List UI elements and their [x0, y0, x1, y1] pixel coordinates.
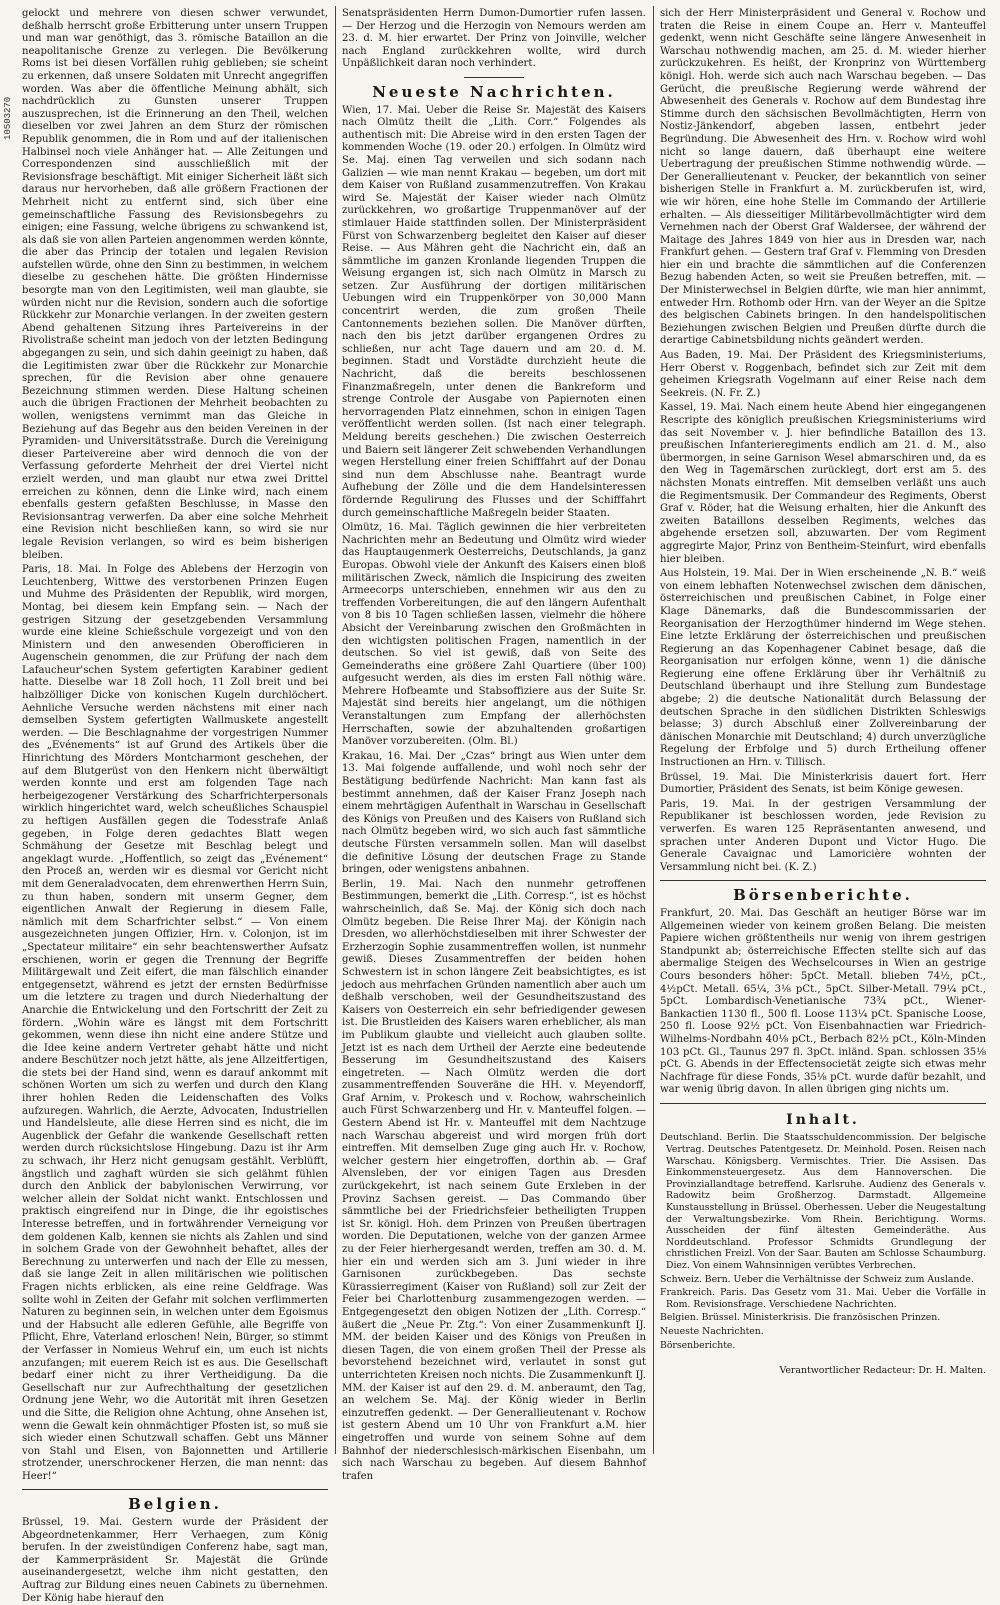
section-rule [660, 1103, 986, 1104]
column-1 [22, 8, 328, 1604]
toc-heading: Inhalt. [786, 1111, 860, 1128]
editor-credit: Verantwortlicher Redacteur: Dr. H. Malten. [779, 1365, 986, 1377]
section-rule [22, 1489, 328, 1490]
column-rule-2 [653, 6, 654, 1454]
article-wien-17-mai: Wien, 17. Mai. Ueber die Reise Sr. Majestät des Kaisers nach Olmütz theilt die „Lith. Corr.“ Folgendes als authentisch mit: Die Abreise wird in den ersten Tagen der kommenden Woche (19. oder 20.) erfolgen. In Olmütz wird Se. Maj. einen Tag verweilen und sich sodann nach Galizien — wie man nennt Krakau — begeben, um dort mit dem Kaiser von Rußland zusammenzutreffen. Von Krakau wird Se. Majestät der Kaiser wieder nach Olmütz zurückkehren, wo großartige Truppenmanöver auf der stimlauer Haide stattfinden sollen. Der Ministerpräsident Fürst von Schwarzenberg begleitet den Kaiser auf dieser Reise. — Aus Mähren geht die Nachricht ein, daß an sämmtliche im ganzen Kronlande liegenden Truppen die Weisung ergangen ist, sich nach Olmütz in Marsch zu setzen. Zur Ausführung der dortigen militärischen Uebungen wird ein Truppenkörper von 30,000 Mann concentrirt werden, die zum großen Theile Cantonnements beziehen sollen. Die Manöver dürften, nach den bis jetzt darüber ergangenen Ordres zu schließen, nur acht Tage dauern und am 20. d. M. beginnen. Stadt und Vorstädte durchzieht heute die Nachricht, daß die bereits beschlossenen Finanzmaßregeln, unter denen die Bankreform und strenge Controle der Ausgabe von Papiernoten einen hervorragenden Platz einnehmen, schon in einigen Tagen veröffentlicht werden sollen. (Ist nach einer telegraph. Meldung bereits geschehen.) Die zwischen Oesterreich und Baiern seit längerer Zeit schwebenden Verhandlungen wegen Herstellung einer freien Schifffahrt auf der Donau sind nun dem Abschlusse nahe. Beantragt wurde Aufhebung der Zölle und die dem Handelsinteressen fördernde Regulirung des Flusses und der Schifffahrt durch gemeinschaftliche Maßregeln beider Staaten. [342, 104, 646, 519]
section-heading-boersenberichte: Börsenberichte. [733, 886, 913, 905]
toc-entry-boersenberichte: Börsenberichte. [660, 1339, 736, 1351]
article-kassel-19-mai: Kassel, 19. Mai. Nach einem heute Abend hier eingegangenen Rescripte des königlich preußischen Kriegsministeriums wird das seit November v. J. hier befindliche Bataillon des 13. preußischen Infanterieregiments endlich am 21. d. M., also übermorgen, in seine Garnison Wesel abmarschiren und, da es den Weg in Tagemärschen zurücklegt, dort erst am 5. des nächsten Monats eintreffen. Mit demselben verläßt uns auch die Regimentsmusik. Der Commandeur des Regiments, Oberst Graf v. Röder, hat die Weisung erhalten, hier die Ankunft des zweiten Bataillons desselben Regiments, welches das abgehende ersetzen soll, abzuwarten. Der vom Regiment aggregirte Major, Prinz von Bentheim-Steinfurt, wird ebenfalls hier bleiben. [660, 402, 986, 565]
article-holstein-19-mai: Aus Holstein, 19. Mai. Der in Wien erscheinende „N. B.“ weiß von einem lebhaften Notenwechsel zwischen dem dänischen, österreichischen und preußischen Cabinet, in Folge einer Klage Dänemarks, daß die Bundescommissarien der Reorganisation der Herzogthümer hindernd im Wege stehen. Eine letzte Erklärung der österreichischen und preußischen Regierung an das Kopenhagener Cabinet besage, daß die Reorganisation nur erfolgen könne, wenn 1) die dänische Regierung eine offene Erklärung über ihr Verhältniß zu Deutschland überhaupt und ihre Stellung zum Bundestage abgebe; 2) die deutsche Nationalität durch Belassung der deutschen Sprache in den südlichen Distrikten Schleswigs belasse; 3) durch Abschluß einer Zollvereinbarung der dänischen Monarchie mit Deutschland; 4) durch unverzügliche Regelung der Erbfolge und 5) durch Ertheilung offener Instructionen an Hrn. v. Tillisch. [660, 568, 986, 769]
article-olmuetz-16-mai: Olmütz, 16. Mai. Täglich gewinnen die hier verbreiteten Nachrichten mehr an Bedeutung und Olmütz wird wieder das Hauptaugenmerk Oesterreichs, Deutschlands, ja ganz Europas. Obwohl viele der Ankunft des Kaisers einen bloß militärischen Zweck, nämlich die Inspicirung des zweiten Armeecorps unterschieben, ennehmen wir aus den zu treffenden Vorbereitungen, die auf den längern Aufenthalt von 8 bis 10 Tagen schließen lassen, vielmehr die höhere Absicht der Vereinbarung zwischen den Großmächten in den wichtigsten politischen Fragen, namentlich in der deutschen. So viel ist gewiß, daß von Seite des Gemeinderaths eine größere Zahl Quartiere (über 100) aufgesucht werden, als dies im ersten Fall nöthig wäre. Mehrere Hofbeamte und Stabsoffiziere aus der Suite Sr. Majestät sind bereits hier angelangt, um die nöthigen Veranstaltungen zum Empfang der allerhöchsten Herrschaften, sowie der abzuhaltenden großartigen Manöver vorzubereiten. (Olm. Bl.) [342, 522, 646, 748]
article-baden-19-mai: Aus Baden, 19. Mai. Der Präsident des Kriegsministeriums, Herr Oberst v. Roggenbach, befindet sich zur Zeit mit dem geheimen Kriegsrath Vogelmann auf einer Reise nach dem Seekreis. (N. Fr. Z.) [660, 350, 986, 399]
toc-entry-belgien: Belgien. Brüssel. Ministerkrisis. Die französischen Prinzen. [660, 1312, 941, 1324]
article-rome-revision: gelockt und mehrere von diesen schwer verwundet, deßhalb herrscht große Erbitterung unter unsern Truppen und man war genöthigt, das 3. römische Bataillon an die neapolitanische Grenze zu verlegen. Die Bevölkerung Roms ist bei diesen Vorfällen ruhig geblieben; sie scheint zu erkennen, daß unsere Soldaten mit Unrecht angegriffen worden. Was aber die öffentliche Meinung abhält, sich nachdrücklich zu Gunsten unserer Truppen auszusprechen, ist die Erinnerung an den Theil, welchen dieselben vor zwei Jahren an dem Sturz der römischen Republik genommen, die in Rom und auf der italienischen Halbinsel noch viele Anhänger hat. — Alle Zeitungen und Correspondenzen sind ausschließlich mit der Revisionsfrage beschäftigt. Mit einiger Sicherheit läßt sich daraus nur hervorheben, daß alle größern Fractionen der Mehrheit nicht zu entfernt sind, sich über eine gemeinschaftliche Fassung des Revisionsbegehrs zu einigen; eine Fassung, welche übrigens zu schwankend ist, als daß sie von allen Parteien angenommen werden könnte, die aber das Princip der totalen und legalen Revision aufstellen würde, ohne den Sinn zu bestimmen, in welchem dieselbe zu geschehen hätte. Die größten Hindernisse besorgte man von den Legitimisten, weil man glaubte, sie würden nicht nur die Revision, sondern auch die sofortige Rückkehr zur Monarchie verlangen. In der zweiten gestern Abend gehaltenen Sitzung ihres Parteivereins in der Rivolistraße scheint man jedoch von der letzten Bedingung abgegangen zu sein, und sich dahin geeinigt zu haben, daß die Legitimisten zwar über die Rückkehr zur Monarchie sprechen, für die Revision aber ohne genauere Bezeichnung stimmen werden. Diese Haltung scheinen auch die übrigen Fractionen der Mehrheit beobachten zu wollen, wenigstens vernimmt man das Gleiche in Beziehung auf das Begehr aus den beiden Vereinen in der Pyramiden- und Universitätsstraße. Durch die Vereinigung dieser Parteivereine aber wird dennoch die von der Verfassung geforderte Mehrheit der drei Viertel nicht erzielt werden, und man glaubt nur etwa zwei Drittel erreichen zu können, denn die Linke wird, nach einem ebenfalls gestern gefaßten Beschlusse, in Masse den Revisionsantrag verwerfen. Da aber eine solche Mehrheit eine Revision nicht beschließen kann, so wird sie nur legale Revision verlangen, so wird es beim bisherigen bleiben. [22, 8, 328, 561]
page-id: 10503270 [3, 96, 13, 140]
column-rule-1 [335, 6, 336, 1454]
toc-entry-deutschland: Deutschland. Berlin. Die Staatsschuldencommission. Der belgische Vertrag. Deutsches Patentgesetz. Dr. Meinhold. Posen. Reisen nach Warschau. Königsberg. Vermischtes. Trier. Die Assisen. Das Einkommensteuergesetz. Aus dem Hannoverschen. Die Provinziallandtage betreffend. Karlsruhe. Audienz des Generals v. Radowitz beim Großherzog. Darmstadt. Allgemeine Kunstausstellung in Brüssel. Oberhessen. Ueber die Neugestaltung der Verwaltungsbezirke. Vom Rhein. Berichtigung. Worms. Ausscheiden der fünf ältesten Gemeinderäthe. Aus Norddeutschland. Professor Schmidts Grundlegung der christlichen Freizl. Von der Saar. Bauten am Schlosse Schaumburg. Diez. Von einem Wahnsinnigen verübtes Verbrechen. [660, 1132, 986, 1271]
article-bruessel-ministerkrisis: Brüssel, 19. Mai. Die Ministerkrisis dauert fort. Herr Dumortier, Präsident des Senats, ist beim Könige gewesen. [660, 771, 986, 796]
article-paris-19-mai: Paris, 19. Mai. In der gestrigen Versammlung der Republikaner ist beschlossen worden, jede Revision zu verwerfen. Es waren 125 Repräsentanten anwesend, und sprachen unter Anderen Dupont und Victor Hugo. Die Generale Cavaignac und Lamoricière wohnten der Versammlung nicht bei. (K. Z.) [660, 798, 986, 873]
article-paris-18-mai: Paris, 18. Mai. In Folge des Ablebens der Herzogin von Leuchtenberg, Wittwe des verstorbenen Prinzen Eugen und Muhme des Präsidenten der Republik, wird morgen, Montag, bei diesem kein Empfang sein. — Nach der gestrigen Sitzung der gesetzgebenden Versammlung wurde eine kleine Schießschule vorgezeigt und von den Ministern und den anwesenden Oberofficieren in Augenschein genommen, die zur Prüfung der nach dem Lafaucheur'schen System gefertigten Karabiner gedient hatte. Dieselbe war 18 Zoll hoch, 11 Zoll breit und bei halbzölliger Dicke von konischen Kugeln durchlöchert. Aehnliche Versuche werden nächstens mit einer nach demselben System gefertigten Wallmuskete angestellt werden. — Die Beschlagnahme der vorgestrigen Nummer des „Evénements“ ist auf Grund des Artikels über die Hinrichtung des Mörders Montcharmont geschehen, der auf dem Blutgerüst von den Henkern nicht überwältigt werden konnte und erst am folgenden Tage nach herbeigezogener Verstärkung des Scharfrichterpersonals wirklich hingerichtet ward, welch scheußliches Schauspiel zu heftigen Ausfällen gegen die Todesstrafe Anlaß gegeben, in Folge deren gedachtes Blatt wegen Schmähung der Gesetze mit Beschlag belegt und angeklagt wurde. „Hoffentlich, so zeigt das „Evénement“ den Proceß an, werden wir es diesmal vor Gericht nicht mit dem Generaladvocaten, dem ehrenwerthen Herrn Suin, zu thun haben, sondern mit unserm Gegner, dem eigentlichen Anwalt der Regierung in diesem Falle, nämlich mit dem Scharfrichter selbst.“ — Von einem ausgezeichneten jungen Offizier, Hrn. v. Colonjon, ist im „Spectateur militaire“ ein sehr beachtenswerther Aufsatz erschienen, worin er gegen die Trennung der Begriffe Militärgewalt und Zeit eifert, die man fälschlich einander entgegensetzt, während es jetzt der ernsten Bedürfnisse um die letztere zu tragen und durch Niederhaltung der Anarchie die Entwickelung und den Fortschritt der Zeit zu fördern. „Wohin wäre es längst mit dem Fortschritt gekommen, wenn diese ihn nicht eine andere Stütze und die Idee keine andern Vertreter gehabt hätte und nicht andere Beschützer noch jetzt hätte, als jene Allzeitfertigen, die stets bei der Hand sind, wenn es darauf ankommt mit schönen Worten um sich zu werfen und durch den Klang ihrer hohlen Reden die Leidenschaften des Volks aufzuregen. Wahrlich, die Aerzte, Advocaten, Industriellen und Handelsleute, alle diese Herren sind es nicht, die im Augenblick der Gefahr die wankende Gesellschaft retten werden durch rücksichtslose Hingebung. Dazu ist ihr Arm zu schwach, ihr Herz nicht genugsam gestählt. Verblüfft, ängstlich und zaghaft würden sie sich gelähmt fühlen durch den Anblick der babylonischen Verwirrung, vor welcher allein der Soldat nicht wankt. Entschlossen und praktisch eingreifend nur in Dinge, die ihr egoistisches Interesse betreffen, und in fortwährender Verneigung vor dem goldenen Kalb, kennen sie nichts als Zahlen und sind in solchem Grade von der Gewohnheit behaftet, alles der Berechnung zu unterwerfen und nach der Elle zu messen, daß sie lange Zeit in allen militärischen wie politischen Fragen nichts erblicken, als eine reine Geldfrage. Was sollte wohl in Zeiten der Gefahr mit solchen verflimmerten Naturen zu beginnen sein, in welchen unter dem Egoismus und der Habsucht alle edleren Gefühle, alle Begriffe von Pflicht, Ehre, Vaterland erloschen! Nein, Bürger, so stimmt der Verfasser in Nomieus Wehruf ein, um euch ist nichts anzufangen; mit euerem Reich ist es aus. Die Gesellschaft bedarf einer nicht zu ihrer Vertheidigung. Da die Gesellschaft nur zur Aufrechthaltung der gesetzlichen Ordnung jene Wehr, wo die Autorität mit ihren Gesetzen und die Sitte, die Religion ohne Achtung, ohne Ansehen ist, wenn die Gewalt kein ohnmächtiger Pfosten ist, so muß sie sich wieder einen Schutzwall schaffen. Gebt uns Männer von Stahl und Eisen, von Bajonnetten und Artillerie strotzender, unerschrockener Herzen, die man nennt: das Heer!“ [22, 564, 328, 1482]
column-3 [660, 8, 986, 1454]
article-berlin-19-mai: Berlin, 19. Mai. Nach den nunmehr getroffenen Bestimmungen, bemerkt die „Lith. Corresp.“, ist es höchst wahrscheinlich, daß Se. Maj. der König sich doch nach Olmütz begeben. Die Reise Ihrer Maj. der Königin nach Dresden, wo allerhöchstdieselben mit ihrer Schwester der Erzherzogin Sophie zusammentreffen wollen, ist nunmehr gewiß. Dieses Zusammentreffen der beiden hohen Schwestern ist in schon längere Zeit beabsichtigtes, es ist jedoch aus mehrfachen Gründen namentlich aber auch um deßhalb verschoben, weil der Gesundheitszustand des Kaisers von Oesterreich ein sehr befriedigender gewesen ist. Die Brustleiden des Kaisers waren erheblicher, als man im Publikum glaubte und vielleicht auch glauben sollte. Jetzt ist es nach dem Urtheil der Aerzte eine bedeutende Besserung im Gesundheitszustand des Kaisers eingetreten. — Nach Olmütz werden die dort zusammentreffenden Souveräne die HH. v. Meyendorff, Graf Arnim, v. Prokesch und v. Rochow, wahrscheinlich auch Fürst Schwarzenberg und Hr. v. Manteuffel folgen. — Gestern Abend ist Hr. v. Manteuffel mit dem Nachtzuge nach Warschau abgereist und wird morgen früh dort eintreffen. Mit demselben Zuge ging auch Hr. v. Rochow, welcher gestern hier eingetroffen, dorthin ab. — Graf Alvensleben, der vor einigen Tagen aus Dresden zurückgekehrt, ist nach seinem Gute Erxleben in der Provinz Sachsen gereist. — Das Commando über sämmtliche bei der Friedrichsfeier betheiligten Truppen ist Sr. königl. Hoh. dem Prinzen von Preußen übertragen worden. Die Deputationen, welche von der ganzen Armee zu der Feier hierhergesandt werden, treffen am 30. d. M. hier ein und werden sich am 3. Juni wieder in ihre Garnisonen zurückbegeben. Das sechste Kürassierregiment (Kaiser von Rußland) soll zur Zeit der Feier bei Charlottenburg zusammengezogen werden. — Entgegengesetzt den obigen Notizen der „Lith. Corresp.“ äußert die „Neue Pr. Ztg.“: Von einer Zusammenkunft IJ. MM. der beiden Kaiser und des Königs von Preußen in diesen Tagen, die von einem großen Theil der Presse als bevorstehend bezeichnet wird, verlautet in sonst gut unterrichteten Kreisen noch nichts. Die Zusammenkunft IJ. MM. der Kaiser ist auf den 29. d. M. anberaumt, den Tag, an welchem Se. Maj. der König wieder in Berlin einzutreffen gedenkt. — Der Generallieutenant v. Rochow ist gestern Abend um 10 Uhr von Frankfurt a.M. hier eingetroffen und wurde von seinem Sohne auf dem Bahnhof der niederschlesisch-märkischen Eisenbahn, um sich nach Warschau zu begeben. Auf diesem Bahnhof trafen [342, 878, 646, 1482]
article-krakau-16-mai: Krakau, 16. Mai. Der „Czas“ bringt aus Wien unter dem 13. Mai folgende auffallende, und wohl noch sehr der Bestätigung bedürfende Nachricht: Man kann fast als bestimmt annehmen, daß der Kaiser Franz Joseph nach einem mehrtägigen Aufenthalt in Warschau in Gesellschaft des Königs von Preußen und des Kaisers von Rußland sich nach Olmütz begeben wird, wo sich auch fast sämmtliche deutsche Fürsten versammeln sollen. Man will daselbst die definitive Lösung der deutschen Frage zu Stande bringen, oder wenigstens anbahnen. [342, 750, 646, 876]
article-bruessel-19-mai: Brüssel, 19. Mai. Gestern wurde der Präsident der Abgeordnetenkammer, Herr Verhaegen, zum König berufen. In der zweistündigen Conferenz habe, sagt man, der Kammerpräsident Sr. Majestät die Gründe auseinandergesetzt, welche ihm nicht gestatten, den Auftrag zur Bildung eines neuen Cabinets zu übernehmen. Der König habe hierauf den [22, 1517, 328, 1604]
toc-entry-schweiz: Schweiz. Bern. Ueber die Verhältnisse der Schweiz zum Auslande. [660, 1273, 974, 1285]
toc-entry-neueste-nachrichten: Neueste Nachrichten. [660, 1325, 764, 1337]
divider [464, 77, 524, 78]
article-berlin-continued: sich der Herr Ministerpräsident und General v. Rochow und traten die Reise in einem Coupe an. Herr v. Manteuffel gedenkt, wenn nicht Geschäfte seine längere Anwesenheit in Warschau nothwendig machen, am 25. d. M. wieder hierher zurückzukehren. Es heißt, der Kronprinz von Württemberg königl. Hoh. werde sich auch nach Warschau begeben. — Das Gerücht, die preußische Regierung werde während der Abwesenheit des Generals v. Rochow auf dem Bundestag ihre Stimme durch den sächsischen Bevollmächtigten, Herrn von Nostiz-Jänkendorf, abgeben lassen, entbehrt jeder Begründung. Die Abwesenheit des Hrn. v. Rochow wird wohl nicht so lange dauern, daß überhaupt eine weitere Uebertragung der preußischen Stimme nothwendig würde. — Der Generallieutenant v. Peucker, der bekanntlich von seiner bisherigen Stelle in Frankfurt a. M. zurückberufen ist, wird, wie wir hören, eine hohe Stelle im Commando der Artillerie erhalten. — Als diesseitiger Militärbevollmächtigter wird dem Vernehmen nach der Oberst Graf Waldersee, der während der Maitage des Jahres 1849 von hier aus in Dresden war, nach Frankfurt gehen. — Gestern traf Graf v. Flemming von Dresden hier ein und brachte die sämmtlichen auf die Conferenzen Bezug habenden Acten, so weit sie Preußen betreffen, mit. — Der Ministerwechsel in Belgien dürfte, wie man hier annimmt, entweder Hrn. Rothomb oder Hrn. van der Weyer an die Spitze des belgischen Cabinets bringen. In den handelspolitischen Beziehungen zwischen Belgien und Preußen dürfte durch die derartige Cabinetsbildung nichts geändert werden. [660, 8, 986, 347]
article-frankfurt-boerse: Frankfurt, 20. Mai. Das Geschäft an heutiger Börse war im Allgemeinen wieder von keinem großen Belang. Die meisten Papiere wichen größtentheils nur wenig von ihrem gestrigen Standpunkt ab; österreichische Effecten stellte sich auf das abermalige Steigen des Wechselcourses in Wien an gestrige Cours besonders höher: 5pCt. Metall. blieben 74½, pCt., 4½pCt. Metall. 65¼, 3⅛ pCt., 5pCt. Silber-Metall. 79¼ pCt., 5pCt. Lombardisch-Venetianische 73¾ pCt., Wiener-Bankactien 1130 fl., 500 fl. Loose 113¼ pCt. Spanische Loose, 250 fl. Loose 92½ pCt. Von Eisenbahnactien war Friedrich-Wilhelms-Nordbahn 40⅛ pCt., Berbach 82½ pCt., Köln-Minden 103 pCt. Gl., Taunus 297 fl. 3pCt. inländ. Span. schlossen 35⅛ pCt. G. Abends in der Effectensocietät zeigte sich etwas mehr Nachfrage für diese Fonds, 35⅛ pCt. wurde dafür bezahlt, und war wenig übrig davon. In allen übrigen ging nichts um. [660, 907, 986, 1096]
section-heading-neueste-nachrichten: Neueste Nachrichten. [372, 82, 616, 101]
table-of-contents [660, 1132, 986, 1351]
column-2 [342, 8, 646, 1482]
section-heading-belgien: Belgien. [128, 1495, 222, 1514]
toc-entry-frankreich: Frankreich. Paris. Das Gesetz vom 31. Mai. Ueber die Vorfälle in Rom. Revisionsfrage. Verschiedene Nachrichten. [660, 1287, 986, 1310]
section-rule [660, 880, 986, 881]
article-bruessel-continued: Senatspräsidenten Herrn Dumon-Dumortier rufen lassen. — Der Herzog und die Herzogin von Nemours werden am 23. d. M. hier erwartet. Der Prinz von Joinville, welcher nach England zurückkehren wollte, wird durch Unpäßlichkeit daran noch verhindert. [342, 8, 646, 70]
